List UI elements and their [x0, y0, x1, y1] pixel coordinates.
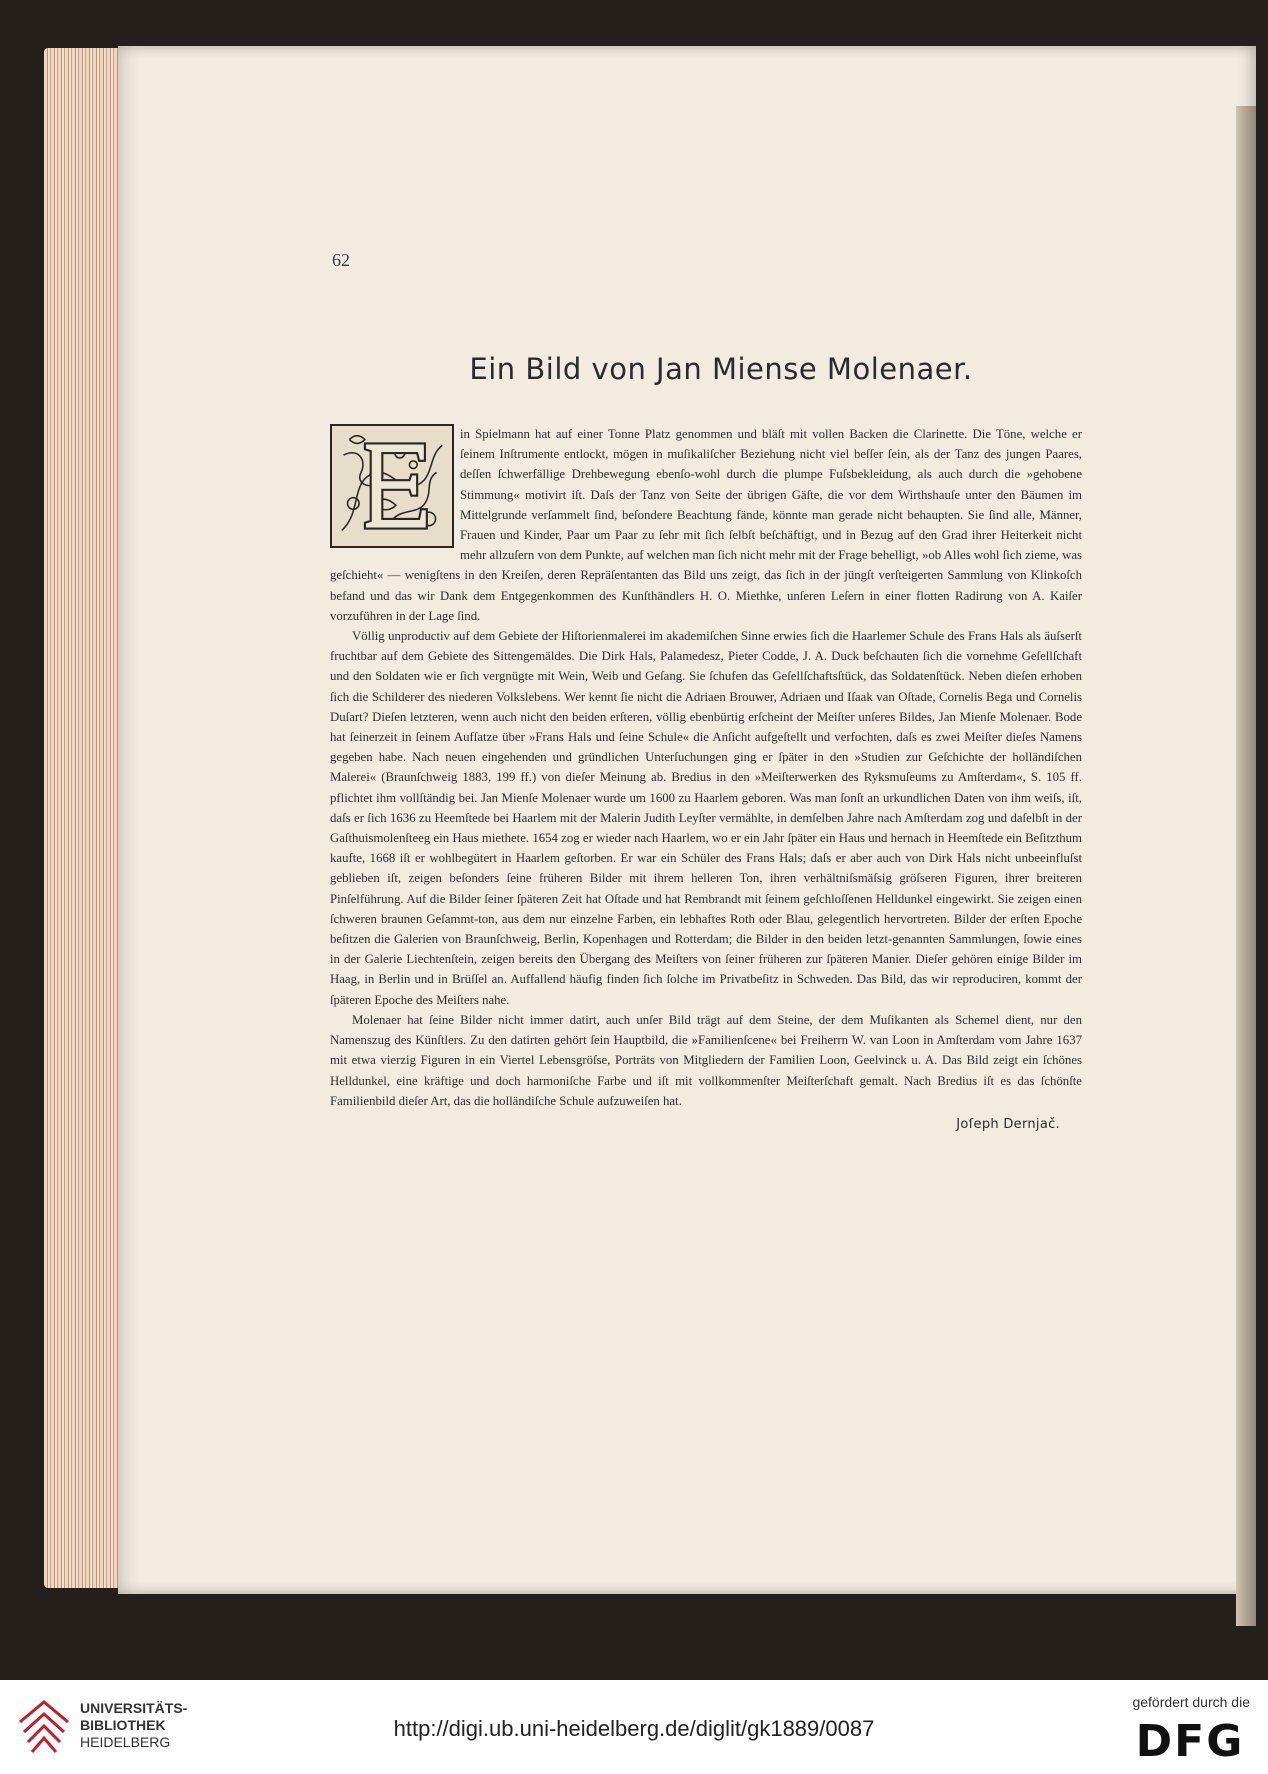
paragraph-1: in Spielmann hat auf einer Tonne Platz genommen und bläſt mit vollen Backen die Clarinette. Die Töne, welche er ſeinem Inſtrumente entlockt, mögen in muſikaliſcher Beziehung nicht viel beſſer ſein, als der Tanz des jungen Paares, deſſen ſchwerfällige Drehbewegung ebenſo-wohl durch die plumpe Fuſsbekleidung, als auch durch die »gehobene Stimmung« motivirt iſt. Daſs der Tanz von Seite der übrigen Gäſte, die vor dem Wirthshauſe unter den Bäumen im Mittelgrunde verſammelt ſind, beſondere Beachtung fände, könnte man gerade nicht behaupten. Sie ſind alle, Männer, Frauen und Kinder, Paar um Paar zu ſehr mit ſich ſelbſt beſchäftigt, und in Bezug auf den Grad ihrer Heiterkeit nicht mehr allzuſern von dem Punkte, auf welchen man ſich nicht mehr mit der Frage behelligt, »ob Alles wohl ſich zieme, was geſchieht« — wenigſtens in den Kreiſen, deren Repräſentanten das Bild uns zeigt, das ſich in der jüngſt verſteigerten Sammlung von Klinkoſch befand und das wir Dank dem Entgegenkommen des Kunſthändlers H. O. Miethke, unſeren Leſern in einer flotten Radirung von A. Kaiſer vorzuführen in der Lage ſind.	[330, 427, 1082, 623]
page-number: 62	[332, 250, 350, 270]
paragraph-2: Völlig unproductiv auf dem Gebiete der Hiſtorienmalerei im akademiſchen Sinne erwies ſich die Haarlemer Schule des Frans Hals als äuſserſt fruchtbar auf dem Gebiete des Sittengemäldes. Die Dirk Hals, Palamedesz, Pieter Codde, J. A. Duck beſchauten ſich die vornehme Geſellſchaft und den Soldaten wie er ſich vergnügte mit Wein, Weib und Geſang. Sie ſchufen das Geſellſchaftsſtück, das Soldatenſtück. Neben dieſen erhoben ſich die Schilderer des niederen Volkslebens. Wer kennt ſie nicht die Adriaen Brouwer, Adriaen und Iſaak van Oſtade, Cornelis Bega und Cornelis Duſart? Dieſen letzteren, wenn auch nicht den beiden erſteren, völlig ebenbürtig erſcheint der Meiſter unſeres Bildes, Jan Mienſe Molenaer. Bode hat ſeinerzeit in ſeinem Aufſatze über »Frans Hals und ſeine Schule« die Anſicht aufgeſtellt und verfochten, daſs es zwei Meiſter dieſes Namens gegeben habe. Nach neuen eingehenden und gründlichen Unterſuchungen ging er ſpäter in den »Studien zur Geſchichte der holländiſchen Malerei« (Braunſchweig 1883, 199 ff.) von dieſer Meinung ab. Bredius in den »Meiſterwerken des Ryksmuſeums zu Amſterdam«, S. 105 ff. pflichtet ihm vollſtändig bei. Jan Mienſe Molenaer wurde um 1600 zu Haarlem geboren. Was man ſonſt an urkundlichen Daten von ihm weiſs, iſt, daſs er ſich 1636 zu Heemſtede bei Haarlem mit der Malerin Judith Leyſter vermählte, in demſelben Jahre nach Amſterdam zog und daſelbſt in der Gaſthuismolenſteeg ein Haus miethete. 1654 zog er wieder nach Haarlem, wo er ein Jahr ſpäter ein Haus und hernach in Heemſtede ein Beſitzthum kaufte, 1668 iſt er wohlbegütert in Haarlem geſtorben. Er war ein Schüler des Frans Hals; daſs er aber auch von Dirk Hals nicht unbeeinfluſst geblieben iſt, zeigen beſonders ſeine früheren Bilder mit ihrem helleren Ton, ihren verhältniſsmäſsig gröſseren Figuren, ihrer breiteren Pinſelführung. Auf die Bilder ſeiner ſpäteren Zeit hat Oſtade und hat Rembrandt mit ſeinem geſchloſſenen Helldunkel eingewirkt. Sie zeigen einen ſchweren braunen Geſammt-ton, aus dem nur einzelne Farben, ein lebhaftes Roth oder Blau, gelegentlich hervortreten. Bilder der erſten Epoche beſitzen die Galerien von Braunſchweig, Berlin, Kopenhagen und Rotterdam; die Bilder in den beiden letzt-genannten Sammlungen, ſowie eines in der Galerie Liechtenſtein, zeigen bereits den Übergang des Meiſters von ſeiner früheren zur ſpäteren Manier. Dieſer gehören einige Bilder im Haag, in Berlin und in Brüſſel an. Auffallend häufig finden ſich ſolche im Privatbeſitz in Schweden. Das Bild, das wir reproduciren, kommt der ſpäteren Epoche des Meiſters nahe.	[330, 629, 1082, 1007]
source-url-link[interactable]: http://digi.ub.uni-heidelberg.de/diglit/gk1889/0087	[393, 1716, 875, 1741]
paragraph-3: Molenaer hat ſeine Bilder nicht immer datirt, auch unſer Bild trägt auf dem Steine, der dem Muſikanten als Schemel dient, nur den Namenszug des Künſtlers. Zu den datirten gehört ſein Hauptbild, die »Familienſcene« bei Freiherrn W. van Loon in Amſterdam vom Jahre 1637 mit etwa vierzig Figuren in ein Viertel Lebensgröſse, Porträts von Mitgliedern der Familien Loon, Geelvinck u. A. Das Bild zeigt ein ſchönes Helldunkel, eine kräftige und doch harmoniſche Farbe und iſt mit vollkommenſter Meiſterſchaft gemalt. Nach Bredius iſt es das ſchönſte Familienbild dieſer Art, das die holländiſche Schule aufzuweiſen hat.	[330, 1012, 1082, 1108]
library-name-line-3: HEIDELBERG	[80, 1734, 171, 1750]
author-signature: Joſeph Dernjač.	[956, 1116, 1060, 1132]
funding-label: gefördert durch die	[1132, 1694, 1250, 1710]
dfg-logo-icon	[1130, 1716, 1250, 1762]
library-name-line-1: UNIVERSITÄTS-	[80, 1700, 188, 1716]
gutter-shadow	[1236, 106, 1256, 1626]
article-title: Ein Bild von Jan Miense Molenaer.	[469, 352, 973, 386]
ornamental-initial-e-icon	[332, 426, 452, 546]
footer-bar	[0, 1680, 1268, 1774]
article-body	[330, 424, 1082, 1135]
library-name-line-2: BIBLIOTHEK	[80, 1717, 166, 1733]
ornamental-initial	[330, 424, 454, 548]
book-page-edges	[44, 48, 124, 1588]
dfg-logo-text: DFG	[1135, 1716, 1245, 1762]
